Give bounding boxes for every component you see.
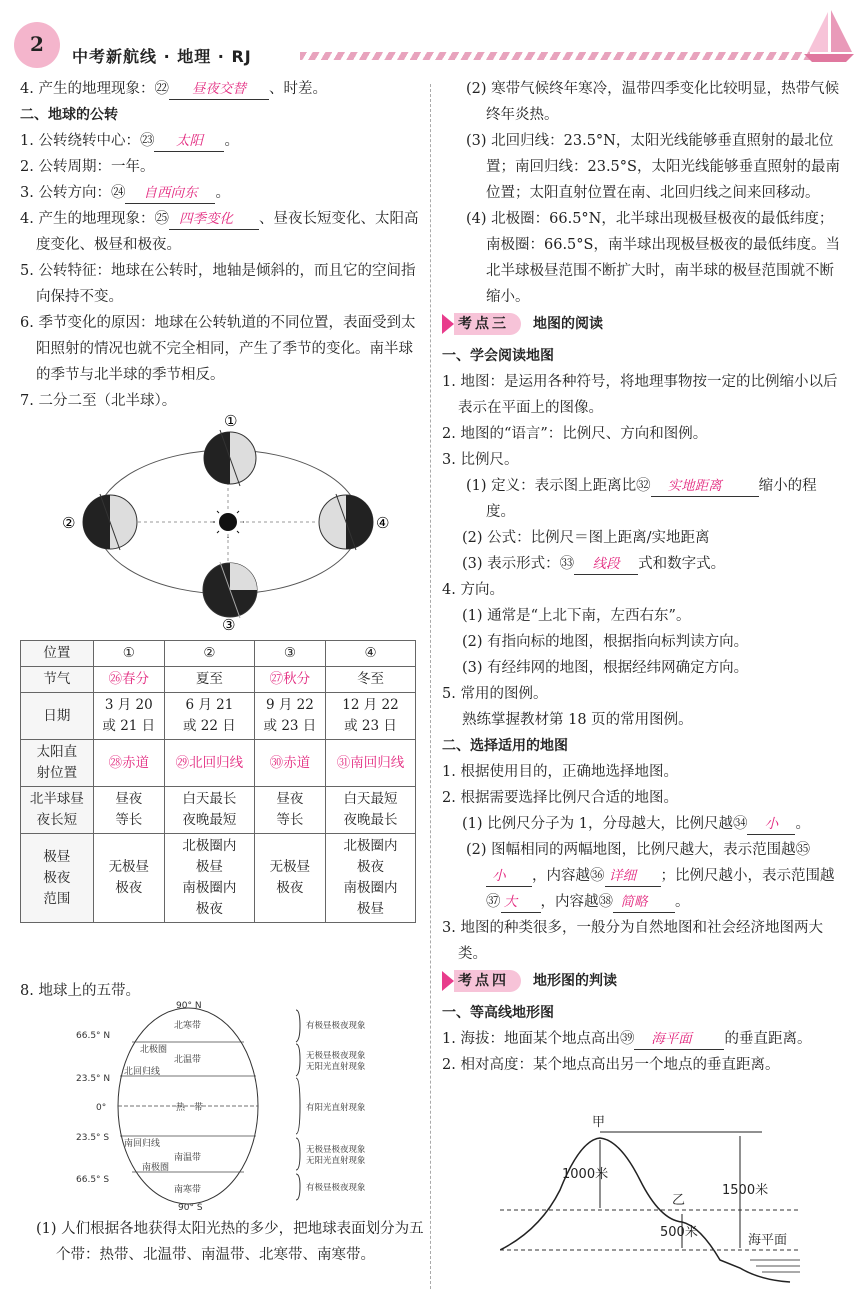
lat-66n: 66.5° N xyxy=(76,1031,111,1041)
table-cell: 北极圈内 极夜 南极圈内 极昼 xyxy=(326,834,416,923)
table-cell: 昼夜 等长 xyxy=(254,787,325,834)
item-scale-denominator: (1) 比例尺分子为 1，分母越大，比例尺越㉞ 小 。 xyxy=(442,811,844,837)
zone-south-temperate: 南温带 xyxy=(174,1153,202,1163)
table-cell: 白天最长 夜晚最短 xyxy=(164,787,254,834)
answer-34: 小 xyxy=(747,814,795,835)
item-scale-formula: (2) 公式：比例尺＝图上距离/实地距离 xyxy=(462,530,710,546)
book-title: 中考新航线 · 地理 · RJ xyxy=(72,47,252,66)
table-row xyxy=(21,834,416,923)
answer-22: 昼夜交替 xyxy=(169,79,269,100)
item-rotation-effect: 4. 产生的地理现象：㉒ 昼夜交替 、时差。 xyxy=(20,76,420,102)
label-sea-level: 海平面 xyxy=(748,1233,788,1248)
sun-icon xyxy=(212,506,244,538)
answer-35: 小 xyxy=(486,866,532,887)
table-cell: 3 月 20 或 21 日 xyxy=(93,693,164,740)
lat-66s: 66.5° S xyxy=(76,1175,110,1185)
table-row xyxy=(21,740,416,787)
item-period: 2. 公转周期：一年。 xyxy=(20,159,155,175)
table-cell: ㉚赤道 xyxy=(254,740,325,787)
five-belts-diagram xyxy=(76,1000,396,1212)
label-jia: 甲 xyxy=(592,1115,606,1130)
table-row xyxy=(21,693,416,740)
item-scale-def: (1) 定义：表示图上距离比㉜ 实地距离 缩小的程度。 xyxy=(466,478,817,520)
globe-1 xyxy=(204,430,256,486)
answer-23: 太阳 xyxy=(154,131,224,152)
lat-23n: 23.5° N xyxy=(76,1074,111,1084)
table-cell: 昼夜 等长 xyxy=(93,787,164,834)
table-cell: 6 月 21 或 22 日 xyxy=(164,693,254,740)
item-choose-1: 1. 根据使用目的，正确地选择地图。 xyxy=(442,764,678,780)
column-divider xyxy=(430,84,431,1289)
zone-north-temperate: 北温带 xyxy=(174,1055,202,1065)
item-five-belts: 8. 地球上的五带。 xyxy=(20,983,140,999)
answer-32: 实地距离 xyxy=(651,476,759,497)
item-map-types: 3. 地图的种类很多，一般分为自然地图和社会经济地图两大类。 xyxy=(442,920,823,962)
item-scale-range: (2) 图幅相同的两幅地图，比例尺越大，表示范围越㉟小 ，内容越㊱ 详细 ；比例尺越小，表示范围越㊲ 大 ，内容越㊳ 简略 。 xyxy=(442,837,844,915)
section-heading-revolution: 二、地球的公转 xyxy=(20,107,118,123)
orbit-label-2: ② xyxy=(62,514,76,532)
item-altitude: 1. 海拔：地面某个地点高出㊴ 海平面 的垂直距离。 xyxy=(442,1026,844,1052)
item-relative-height: 2. 相对高度：某个地点高出另一个地点的垂直距离。 xyxy=(442,1057,780,1073)
item-direction-3: (3) 有经纬网的地图，根据经纬网确定方向。 xyxy=(462,660,749,676)
table-cell: ① xyxy=(93,641,164,667)
item-direction-1: (1) 通常是“上北下南，左西右东”。 xyxy=(462,608,691,624)
item-tropics: (3) 北回归线：23.5°N，太阳光线能够垂直照射的最北位置；南回归线：23.5°S，太阳光线能够垂直照射的最南位置；太阳直射位置在南、北回归线之间来回移动。 xyxy=(466,133,840,201)
note-2: 无极昼极夜现象 xyxy=(306,1051,366,1061)
zone-tropic: 热 带 xyxy=(176,1103,204,1113)
answer-36: 详细 xyxy=(605,866,661,887)
item-legend: 5. 常用的图例。 xyxy=(442,686,548,702)
sailboat-logo-icon xyxy=(800,8,856,66)
item-belts-explanation: (1) 人们根据各地获得太阳光热的多少，把地球表面划分为五个带：热带、北温带、南温带、北寒带、南寒带。 xyxy=(36,1221,424,1263)
answer-38: 简略 xyxy=(613,892,675,913)
section-contour: 一、等高线地形图 xyxy=(442,1005,554,1021)
table-cell: 白天最短 夜晚最长 xyxy=(326,787,416,834)
item-choose-2: 2. 根据需要选择比例尺合适的地图。 xyxy=(442,790,678,806)
zone-south-frigid: 南寒带 xyxy=(174,1185,202,1195)
orbit-diagram xyxy=(58,410,398,632)
orbit-label-1: ① xyxy=(224,412,238,430)
tag-kaodian-4: 考点四 地形图的判读 xyxy=(442,970,617,992)
table-cell: 无极昼 极夜 xyxy=(254,834,325,923)
orbit-label-4: ④ xyxy=(376,514,390,532)
table-row-header: 极昼 极夜 范围 xyxy=(21,834,94,923)
note-1: 有极昼极夜现象 xyxy=(306,1021,366,1031)
table-cell: ㉛南回归线 xyxy=(326,740,416,787)
table-cell: ㉖春分 xyxy=(93,667,164,693)
table-cell: 9 月 22 或 23 日 xyxy=(254,693,325,740)
table-cell: ㉘赤道 xyxy=(93,740,164,787)
item-direction-2: (2) 有指向标的地图，根据指向标判读方向。 xyxy=(462,634,749,650)
circle-arctic: 北极圈 xyxy=(140,1045,168,1055)
table-cell: 12 月 22 或 23 日 xyxy=(326,693,416,740)
table-row-header: 节气 xyxy=(21,667,94,693)
globe-2 xyxy=(83,494,137,550)
item-solstices: 7. 二分二至（北半球）。 xyxy=(20,393,177,409)
item-scale-form: (3) 表示形式：㉝ 线段 式和数字式。 xyxy=(442,551,844,577)
elevation-diagram xyxy=(500,1110,810,1295)
answer-37: 大 xyxy=(501,892,541,913)
table-cell: ㉗秋分 xyxy=(254,667,325,693)
page-number: 2 xyxy=(14,22,60,68)
tag-kaodian-3-title: 地图的阅读 xyxy=(533,316,603,332)
label-500m: 500米 xyxy=(660,1225,698,1240)
lat-90n: 90° N xyxy=(176,1001,202,1011)
answer-24: 自西向东 xyxy=(125,183,215,204)
section-read-maps: 一、学会阅读地图 xyxy=(442,348,554,364)
table-cell: 夏至 xyxy=(164,667,254,693)
item-scale: 3. 比例尺。 xyxy=(442,452,519,468)
item-feature: 5. 公转特征：地球在公转时，地轴是倾斜的，而且它的空间指向保持不变。 xyxy=(20,263,416,305)
item-map-def: 1. 地图：是运用各种符号，将地理事物按一定的比例缩小以后表示在平面上的图像。 xyxy=(442,374,838,416)
table-row xyxy=(21,641,416,667)
zone-north-frigid: 北寒带 xyxy=(174,1021,202,1031)
table-row-header: 北半球昼 夜长短 xyxy=(21,787,94,834)
table-cell: 冬至 xyxy=(326,667,416,693)
note-7: 有极昼极夜现象 xyxy=(306,1183,366,1193)
item-effects: 4. 产生的地理现象：㉕ 四季变化 、昼夜长短变化、太阳高度变化、极昼和极夜。 xyxy=(20,211,419,253)
note-5: 无极昼极夜现象 xyxy=(306,1145,366,1155)
seasons-table-body xyxy=(21,641,416,923)
tag-kaodian-3: 考点三 地图的阅读 xyxy=(442,313,603,335)
lat-0: 0° xyxy=(96,1103,107,1113)
item-map-language: 2. 地图的“语言”：比例尺、方向和图例。 xyxy=(442,426,708,442)
lat-23s: 23.5° S xyxy=(76,1133,110,1143)
circle-cancer: 北回归线 xyxy=(124,1067,161,1077)
item-legend-note: 熟练掌握教材第 18 页的常用图例。 xyxy=(462,712,693,728)
label-yi: 乙 xyxy=(672,1193,686,1208)
globe-4 xyxy=(319,494,373,550)
header-stripe xyxy=(300,52,810,60)
table-cell: 北极圈内 极昼 南极圈内 极夜 xyxy=(164,834,254,923)
item-direction-title: 4. 方向。 xyxy=(442,582,504,598)
right-column xyxy=(442,76,844,1078)
item-climate: (2) 寒带气候终年寒冷，温带四季变化比较明显，热带气候终年炎热。 xyxy=(466,81,840,123)
table-row xyxy=(21,667,416,693)
item-direction: 3. 公转方向：㉔ 自西向东 。 xyxy=(20,180,420,206)
lat-90s: 90° S xyxy=(178,1203,203,1212)
table-cell: ③ xyxy=(254,641,325,667)
section-choose-maps: 二、选择适用的地图 xyxy=(442,738,568,754)
table-cell: ④ xyxy=(326,641,416,667)
item-center: 1. 公转绕转中心：㉓ 太阳 。 xyxy=(20,128,420,154)
label-1500m: 1500米 xyxy=(722,1183,769,1198)
item-season-cause: 6. 季节变化的原因：地球在公转轨道的不同位置，表面受到太阳照射的情况也就不完全相同，产生了季节的变化。南半球的季节与北半球的季节相反。 xyxy=(20,315,416,383)
item-polar-circles: (4) 北极圈：66.5°N，北半球出现极昼极夜的最低纬度；南极圈：66.5°S，南半球出现极昼极夜的最低纬度。当北半球极昼范围不断扩大时，南半球的极昼范围就不断缩小。 xyxy=(466,211,840,305)
tag-kaodian-4-title: 地形图的判读 xyxy=(533,973,617,989)
answer-33: 线段 xyxy=(574,554,638,575)
note-6: 无阳光直射现象 xyxy=(306,1156,366,1166)
table-cell: ㉙北回归线 xyxy=(164,740,254,787)
table-row-header: 日期 xyxy=(21,693,94,740)
page-header xyxy=(0,0,860,72)
table-cell: ② xyxy=(164,641,254,667)
seasons-table xyxy=(20,640,416,923)
circle-antarctic: 南极圈 xyxy=(142,1163,170,1173)
answer-39: 海平面 xyxy=(634,1029,724,1050)
table-row-header: 太阳直 射位置 xyxy=(21,740,94,787)
answer-25: 四季变化 xyxy=(169,209,259,230)
orbit-label-3: ③ xyxy=(222,616,236,632)
circle-capricorn: 南回归线 xyxy=(124,1139,161,1149)
note-4: 有阳光直射现象 xyxy=(306,1103,366,1113)
table-cell: 无极昼 极夜 xyxy=(93,834,164,923)
table-row-header: 位置 xyxy=(21,641,94,667)
label-1000m: 1000米 xyxy=(562,1167,609,1182)
left-column xyxy=(20,76,420,414)
note-3: 无阳光直射现象 xyxy=(306,1062,366,1072)
table-row xyxy=(21,787,416,834)
globe-3 xyxy=(203,562,257,618)
